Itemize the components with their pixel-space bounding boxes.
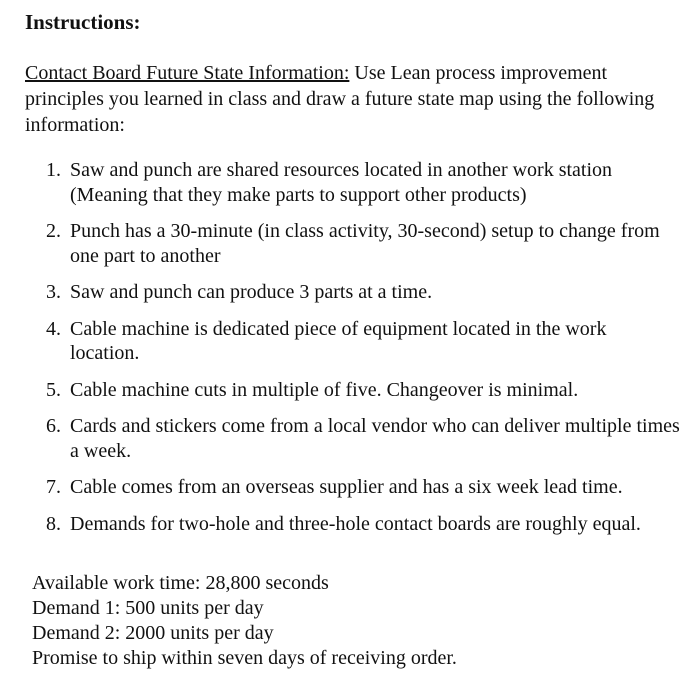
list-item: [0, 158, 700, 207]
list-item-text: Cable comes from an overseas supplier and has a six week lead time.: [70, 476, 623, 498]
list-item-text: Cable machine cuts in multiple of five. Changeover is minimal.: [70, 378, 579, 401]
available-work-time: Available work time: 28,800 seconds: [32, 572, 329, 594]
demand-2: Demand 2: 2000 units per day: [32, 622, 274, 644]
list-item-text: Cards and stickers come from a local vendor who can deliver multiple times a week.: [70, 415, 680, 462]
intro-label: Contact Board Future State Information:: [25, 62, 350, 84]
list-item-number: 8.: [46, 512, 61, 535]
list-item: [0, 317, 700, 366]
list-item-text: Saw and punch can produce 3 parts at a time.: [70, 281, 433, 303]
demand-1: Demand 1: 500 units per day: [32, 597, 264, 619]
list-item-number: 6.: [46, 415, 61, 437]
list-item-text: Punch has a 30-minute (in class activity, 30-second) setup to change from one part to another: [70, 220, 660, 267]
list-item: [0, 219, 700, 268]
list-item-number: 4.: [46, 317, 61, 340]
list-item-number: 1.: [46, 159, 61, 181]
shipping-promise: Promise to ship within seven days of receiving order.: [32, 647, 457, 669]
list-item: [0, 378, 700, 403]
list-item-number: 2.: [46, 220, 61, 242]
list-item: [0, 475, 700, 500]
list-item-number: 7.: [46, 476, 61, 498]
list-item: [0, 280, 700, 305]
list-item-text: Saw and punch are shared resources located in another work station (Meaning that they make parts to support other products): [70, 159, 613, 206]
list-item-text: Demands for two-hole and three-hole contact boards are roughly equal.: [70, 512, 641, 535]
requirements-summary: [32, 571, 457, 671]
list-item-number: 5.: [46, 378, 61, 401]
intro-text: Use Lean process improvement principles you learned in class and draw a future state map using the following information:: [25, 62, 655, 136]
information-list: [0, 158, 700, 548]
list-item-text: Cable machine is dedicated piece of equipment located in the work location.: [70, 317, 607, 364]
list-item: [0, 512, 700, 537]
list-item: [0, 414, 700, 463]
list-item-number: 3.: [46, 281, 61, 303]
intro-paragraph: [25, 60, 675, 138]
page-title: Instructions:: [25, 10, 141, 34]
